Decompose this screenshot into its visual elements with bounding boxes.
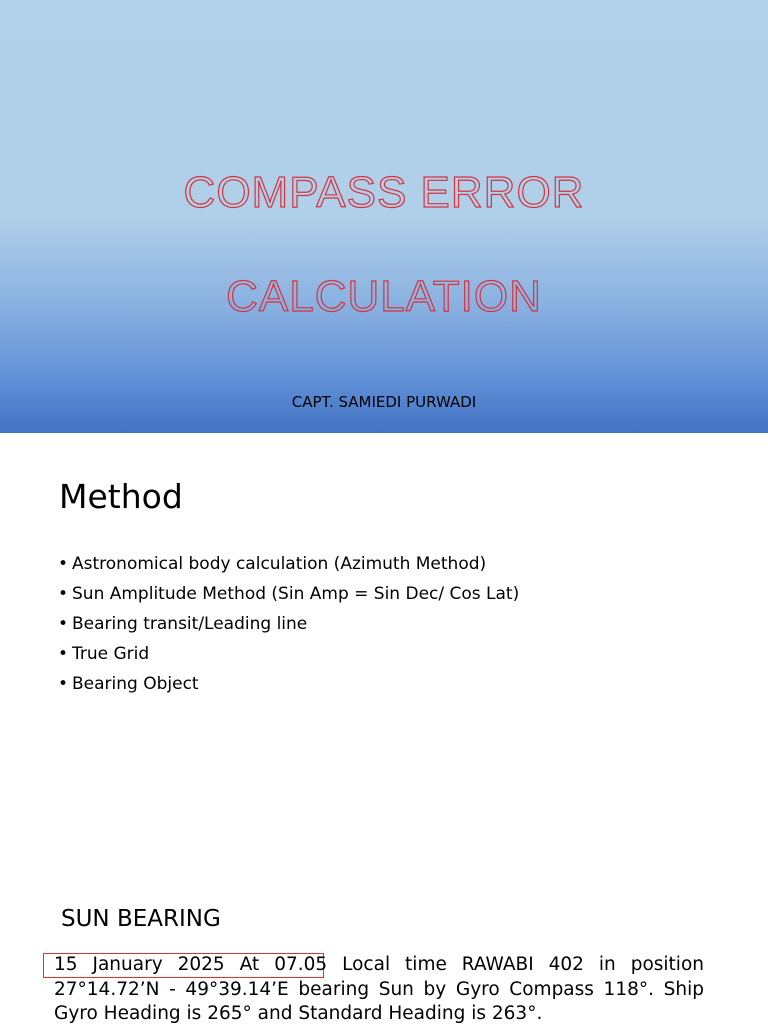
method-bullet-list [58, 549, 519, 699]
method-bullet-item [58, 609, 519, 639]
presentation-author: CAPT. SAMIEDI PURWADI [291, 393, 477, 411]
method-bullet-item [58, 549, 519, 579]
method-bullet-item [58, 579, 519, 609]
bullet-icon: • [58, 644, 69, 664]
bullet-icon: • [58, 674, 69, 694]
method-bullet-text: Bearing transit/Leading line [72, 614, 308, 634]
title-line-2: CALCULATION [226, 272, 542, 321]
presentation-title [0, 115, 768, 375]
title-line-1: COMPASS ERROR [183, 168, 585, 217]
method-bullet-text: Astronomical body calculation (Azimuth Method) [72, 554, 487, 574]
sun-bearing-text: Local time RAWABI 402 in position 27°14.72’N - 49°39.14’E bearing Sun by Gyro Compass 118°. Ship Gyro Heading is 265° and Standard Heading is 263°. [54, 954, 704, 1024]
title-slide [0, 0, 768, 433]
sun-bearing-paragraph [54, 953, 704, 1027]
bullet-icon: • [58, 584, 69, 604]
method-bullet-text: Sun Amplitude Method (Sin Amp = Sin Dec/ Cos Lat) [72, 584, 520, 604]
method-bullet-text: True Grid [72, 644, 150, 664]
bullet-icon: • [58, 614, 69, 634]
method-slide [0, 433, 768, 863]
method-bullet-item [58, 669, 519, 699]
date-time-highlight: 15 January 2025 At 07.05 [54, 954, 328, 975]
bullet-icon: • [58, 554, 69, 574]
sun-bearing-heading: SUN BEARING [61, 906, 221, 932]
method-bullet-text: Bearing Object [72, 674, 199, 694]
method-heading: Method [59, 477, 183, 516]
method-bullet-item [58, 639, 519, 669]
